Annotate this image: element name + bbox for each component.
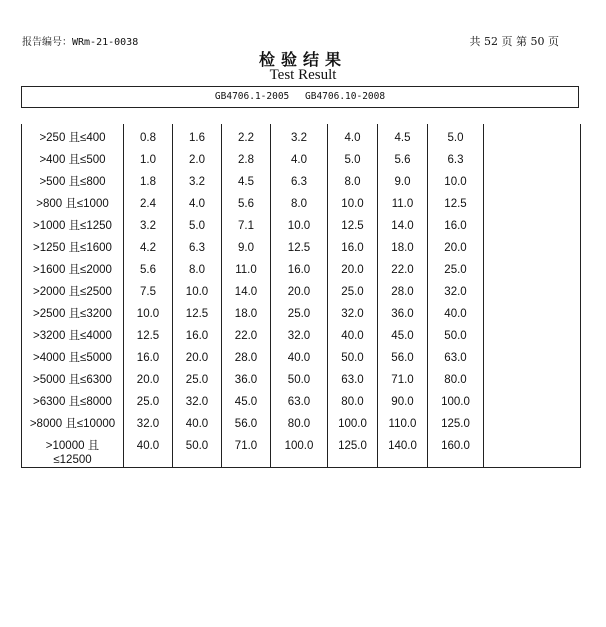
standards-box <box>21 86 579 108</box>
row-label: >800 且≤1000 <box>22 191 124 213</box>
table-cell: 1.8 <box>124 169 173 191</box>
standard-2: GB4706.10-2008 <box>305 91 386 102</box>
table-cell: 3.2 <box>271 124 328 147</box>
table-cell: 10.0 <box>428 169 484 191</box>
empty-cell <box>484 411 581 433</box>
table-cell: 22.0 <box>222 323 271 345</box>
table-cell: 4.5 <box>378 124 428 147</box>
table-cell: 12.5 <box>271 235 328 257</box>
table-cell: 12.5 <box>173 301 222 323</box>
table-cell: 16.0 <box>328 235 378 257</box>
empty-cell <box>484 301 581 323</box>
table-cell: 16.0 <box>428 213 484 235</box>
table-cell: 28.0 <box>222 345 271 367</box>
empty-cell <box>484 257 581 279</box>
empty-cell <box>484 124 581 147</box>
table-cell: 100.0 <box>428 389 484 411</box>
table-cell: 63.0 <box>271 389 328 411</box>
test-result-table-wrap <box>21 124 580 468</box>
table-cell: 100.0 <box>328 411 378 433</box>
table-row <box>22 169 581 191</box>
table-row <box>22 257 581 279</box>
empty-cell <box>484 213 581 235</box>
empty-cell <box>484 433 581 468</box>
table-row <box>22 323 581 345</box>
table-cell: 9.0 <box>378 169 428 191</box>
table-cell: 14.0 <box>222 279 271 301</box>
table-cell: 20.0 <box>173 345 222 367</box>
table-row <box>22 279 581 301</box>
table-row <box>22 389 581 411</box>
page-title-cn: 检验结果 <box>258 50 347 69</box>
row-label: >4000 且≤5000 <box>22 345 124 367</box>
table-cell: 3.2 <box>173 169 222 191</box>
table-row <box>22 301 581 323</box>
table-cell: 2.2 <box>222 124 271 147</box>
empty-cell <box>484 169 581 191</box>
table-cell: 40.0 <box>173 411 222 433</box>
table-cell: 28.0 <box>378 279 428 301</box>
table-cell: 125.0 <box>328 433 378 468</box>
table-cell: 2.4 <box>124 191 173 213</box>
row-label: >1000 且≤1250 <box>22 213 124 235</box>
table-cell: 5.0 <box>428 124 484 147</box>
table-row <box>22 124 581 147</box>
table-cell: 32.0 <box>428 279 484 301</box>
table-cell: 1.6 <box>173 124 222 147</box>
table-cell: 20.0 <box>328 257 378 279</box>
empty-cell <box>484 147 581 169</box>
table-cell: 7.1 <box>222 213 271 235</box>
table-cell: 5.0 <box>173 213 222 235</box>
table-cell: 25.0 <box>428 257 484 279</box>
table-cell: 50.0 <box>271 367 328 389</box>
table-cell: 50.0 <box>173 433 222 468</box>
table-cell: 20.0 <box>428 235 484 257</box>
table-cell: 36.0 <box>222 367 271 389</box>
table-cell: 25.0 <box>173 367 222 389</box>
table-cell: 18.0 <box>378 235 428 257</box>
row-label: >6300 且≤8000 <box>22 389 124 411</box>
table-row <box>22 345 581 367</box>
row-label: >2000 且≤2500 <box>22 279 124 301</box>
table-cell: 50.0 <box>328 345 378 367</box>
table-cell: 56.0 <box>222 411 271 433</box>
table-cell: 45.0 <box>378 323 428 345</box>
table-cell: 12.5 <box>124 323 173 345</box>
table-cell: 32.0 <box>124 411 173 433</box>
table-cell: 6.3 <box>271 169 328 191</box>
table-row <box>22 433 581 468</box>
row-label: >3200 且≤4000 <box>22 323 124 345</box>
empty-cell <box>484 235 581 257</box>
table-cell: 9.0 <box>222 235 271 257</box>
table-cell: 5.6 <box>378 147 428 169</box>
table-cell: 20.0 <box>271 279 328 301</box>
table-cell: 16.0 <box>124 345 173 367</box>
table-cell: 25.0 <box>124 389 173 411</box>
table-row <box>22 213 581 235</box>
table-row <box>22 147 581 169</box>
report-number: 报告编号：WRm-21-0038 <box>22 37 139 48</box>
table-cell: 4.2 <box>124 235 173 257</box>
table-cell: 5.0 <box>328 147 378 169</box>
table-cell: 100.0 <box>271 433 328 468</box>
table-cell: 4.0 <box>271 147 328 169</box>
table-cell: 125.0 <box>428 411 484 433</box>
table-cell: 10.0 <box>173 279 222 301</box>
row-label: >10000 且 ≤12500 <box>22 433 124 468</box>
test-result-table <box>21 124 581 468</box>
table-row <box>22 235 581 257</box>
table-cell: 8.0 <box>173 257 222 279</box>
table-cell: 80.0 <box>328 389 378 411</box>
table-cell: 50.0 <box>428 323 484 345</box>
table-cell: 45.0 <box>222 389 271 411</box>
row-label: >1600 且≤2000 <box>22 257 124 279</box>
table-cell: 40.0 <box>271 345 328 367</box>
table-cell: 160.0 <box>428 433 484 468</box>
table-cell: 18.0 <box>222 301 271 323</box>
table-row <box>22 367 581 389</box>
standard-1: GB4706.1-2005 <box>214 91 290 102</box>
row-label: >5000 且≤6300 <box>22 367 124 389</box>
table-cell: 14.0 <box>378 213 428 235</box>
table-cell: 110.0 <box>378 411 428 433</box>
empty-cell <box>484 323 581 345</box>
table-cell: 16.0 <box>173 323 222 345</box>
table-cell: 63.0 <box>428 345 484 367</box>
table-cell: 7.5 <box>124 279 173 301</box>
row-label: >400 且≤500 <box>22 147 124 169</box>
table-cell: 80.0 <box>428 367 484 389</box>
table-cell: 3.2 <box>124 213 173 235</box>
page-title-en: Test Result <box>269 67 337 83</box>
table-cell: 36.0 <box>378 301 428 323</box>
table-cell: 1.0 <box>124 147 173 169</box>
table-cell: 2.8 <box>222 147 271 169</box>
table-cell: 40.0 <box>124 433 173 468</box>
empty-cell <box>484 279 581 301</box>
row-label: >1250 且≤1600 <box>22 235 124 257</box>
table-cell: 56.0 <box>378 345 428 367</box>
table-cell: 32.0 <box>173 389 222 411</box>
table-cell: 80.0 <box>271 411 328 433</box>
page-info: 共 52 页 第 50 页 <box>469 35 559 48</box>
table-cell: 6.3 <box>428 147 484 169</box>
table-cell: 10.0 <box>124 301 173 323</box>
table-row <box>22 411 581 433</box>
table-cell: 71.0 <box>378 367 428 389</box>
table-cell: 5.6 <box>124 257 173 279</box>
table-cell: 10.0 <box>271 213 328 235</box>
table-cell: 4.0 <box>328 124 378 147</box>
table-cell: 140.0 <box>378 433 428 468</box>
table-cell: 11.0 <box>222 257 271 279</box>
table-cell: 25.0 <box>271 301 328 323</box>
table-cell: 6.3 <box>173 235 222 257</box>
table-cell: 4.5 <box>222 169 271 191</box>
empty-cell <box>484 191 581 213</box>
table-cell: 32.0 <box>271 323 328 345</box>
table-cell: 25.0 <box>328 279 378 301</box>
table-cell: 11.0 <box>378 191 428 213</box>
table-cell: 16.0 <box>271 257 328 279</box>
table-cell: 40.0 <box>428 301 484 323</box>
table-cell: 8.0 <box>328 169 378 191</box>
table-cell: 22.0 <box>378 257 428 279</box>
table-cell: 63.0 <box>328 367 378 389</box>
table-cell: 20.0 <box>124 367 173 389</box>
row-label: >250 且≤400 <box>22 124 124 147</box>
table-cell: 40.0 <box>328 323 378 345</box>
table-cell: 90.0 <box>378 389 428 411</box>
table-cell: 2.0 <box>173 147 222 169</box>
row-label: >2500 且≤3200 <box>22 301 124 323</box>
table-cell: 0.8 <box>124 124 173 147</box>
table-row <box>22 191 581 213</box>
table-cell: 10.0 <box>328 191 378 213</box>
table-cell: 71.0 <box>222 433 271 468</box>
empty-cell <box>484 367 581 389</box>
table-cell: 8.0 <box>271 191 328 213</box>
empty-cell <box>484 345 581 367</box>
row-label: >500 且≤800 <box>22 169 124 191</box>
table-cell: 32.0 <box>328 301 378 323</box>
row-label: >8000 且≤10000 <box>22 411 124 433</box>
empty-cell <box>484 389 581 411</box>
table-cell: 4.0 <box>173 191 222 213</box>
table-cell: 12.5 <box>328 213 378 235</box>
table-cell: 5.6 <box>222 191 271 213</box>
table-cell: 12.5 <box>428 191 484 213</box>
